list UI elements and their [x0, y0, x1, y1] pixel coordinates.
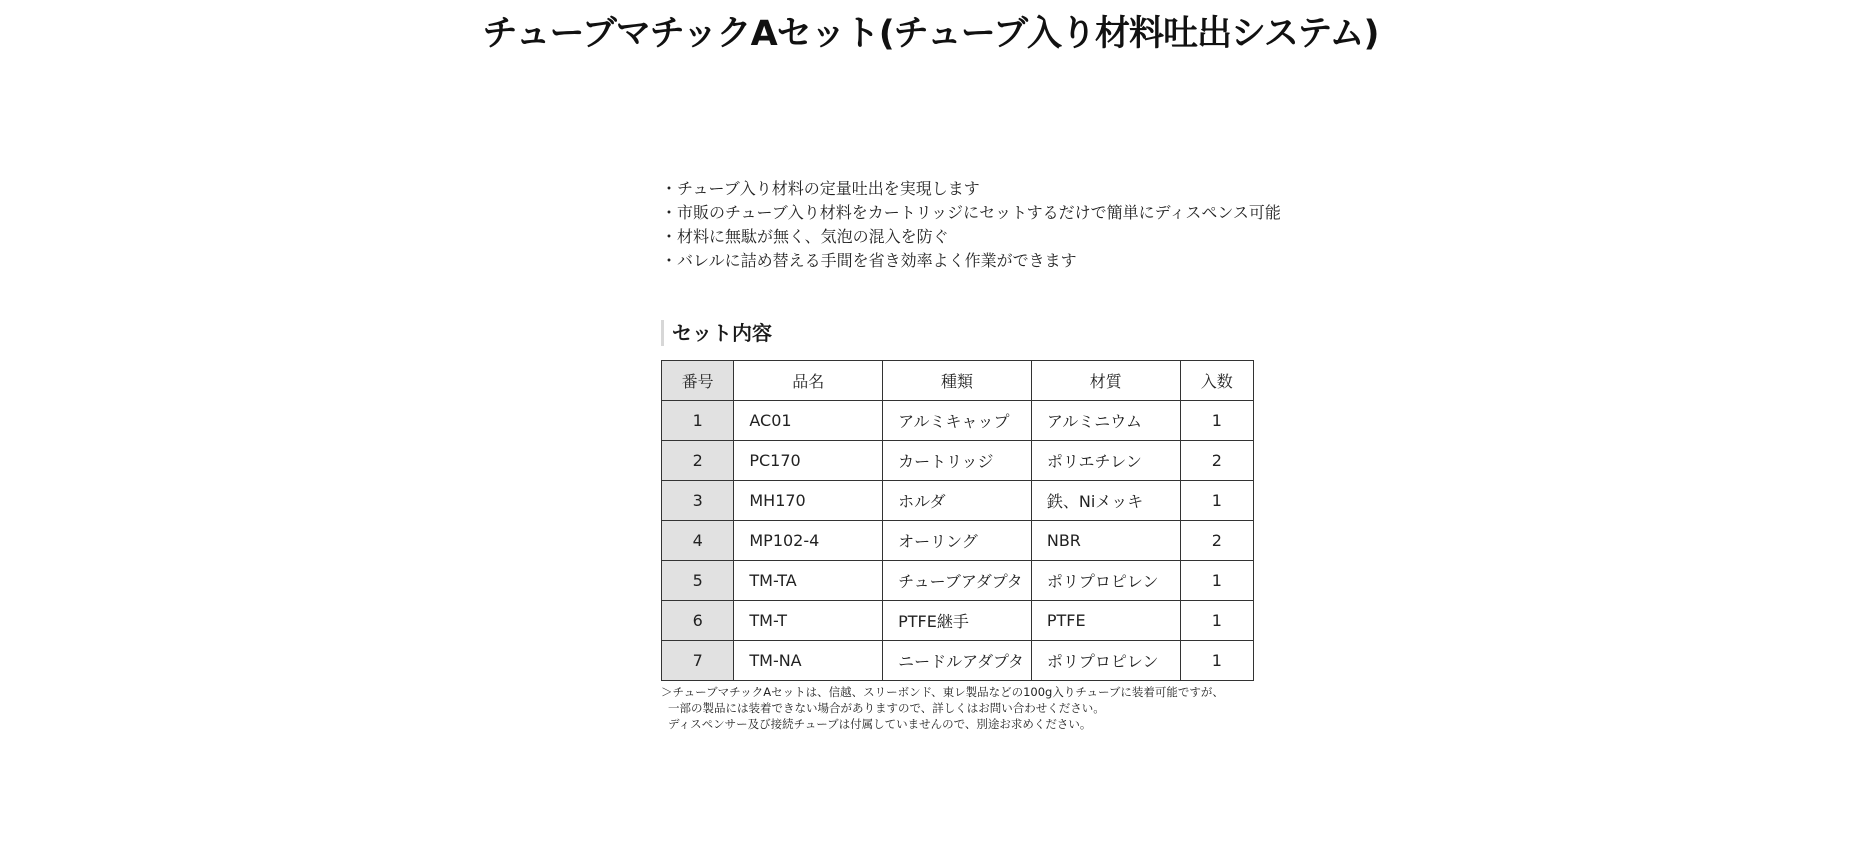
cell-material: ポリプロピレン: [1031, 641, 1180, 681]
table-row: [662, 561, 1254, 601]
cell-product-name: MP102-4: [734, 521, 883, 561]
cell-quantity: 1: [1180, 601, 1253, 641]
cell-material: ポリプロピレン: [1031, 561, 1180, 601]
column-header-quantity: 入数: [1180, 361, 1253, 401]
cell-quantity: 1: [1180, 561, 1253, 601]
cell-type: アルミキャップ: [883, 401, 1032, 441]
cell-number: 5: [662, 561, 734, 601]
cell-material: 鉄、Niメッキ: [1031, 481, 1180, 521]
set-contents-table: [661, 360, 1254, 681]
cell-type: ホルダ: [883, 481, 1032, 521]
cell-number: 4: [662, 521, 734, 561]
cell-type: カートリッジ: [883, 441, 1032, 481]
notes-list: [661, 684, 1224, 732]
table-row: [662, 521, 1254, 561]
page-title: チューブマチックAセット(チューブ入り材料吐出システム): [482, 14, 1379, 54]
table-row: [662, 481, 1254, 521]
column-header-material: 材質: [1031, 361, 1180, 401]
column-header-number: 番号: [662, 361, 734, 401]
feature-item: ・バレルに詰め替える手間を省き効率よく作業ができます: [661, 251, 1077, 270]
table-row: [662, 601, 1254, 641]
cell-number: 2: [662, 441, 734, 481]
cell-material: ポリエチレン: [1031, 441, 1180, 481]
cell-product-name: TM-T: [734, 601, 883, 641]
cell-product-name: AC01: [734, 401, 883, 441]
column-header-name: 品名: [734, 361, 883, 401]
note-item: ディスペンサー及び接続チューブは付属していませんので、別途お求めください。: [668, 717, 1092, 731]
table-row: [662, 641, 1254, 681]
note-item: 一部の製品には装着できない場合がありますので、詳しくはお問い合わせください。: [668, 701, 1105, 715]
feature-item: ・チューブ入り材料の定量吐出を実現します: [661, 179, 980, 198]
cell-product-name: TM-NA: [734, 641, 883, 681]
table-row: [662, 441, 1254, 481]
cell-material: PTFE: [1031, 601, 1180, 641]
cell-quantity: 2: [1180, 521, 1253, 561]
cell-material: アルミニウム: [1031, 401, 1180, 441]
column-header-type: 種類: [883, 361, 1032, 401]
cell-number: 1: [662, 401, 734, 441]
cell-number: 6: [662, 601, 734, 641]
cell-type: オーリング: [883, 521, 1032, 561]
cell-quantity: 1: [1180, 401, 1253, 441]
cell-product-name: MH170: [734, 481, 883, 521]
cell-material: NBR: [1031, 521, 1180, 561]
cell-type: ニードルアダプタ: [883, 641, 1032, 681]
cell-number: 3: [662, 481, 734, 521]
cell-product-name: TM-TA: [734, 561, 883, 601]
table-row: [662, 401, 1254, 441]
feature-item: ・材料に無駄が無く、気泡の混入を防ぐ: [661, 227, 949, 246]
note-item: ＞チューブマチックAセットは、信越、スリーボンド、東レ製品などの100g入りチューブに装着可能ですが、: [661, 685, 1224, 699]
cell-quantity: 1: [1180, 481, 1253, 521]
feature-item: ・市販のチューブ入り材料をカートリッジにセットするだけで簡単にディスペンス可能: [661, 203, 1281, 222]
table-header-row: [662, 361, 1254, 401]
feature-list: [661, 177, 1281, 273]
cell-number: 7: [662, 641, 734, 681]
cell-quantity: 2: [1180, 441, 1253, 481]
cell-quantity: 1: [1180, 641, 1253, 681]
section-heading-set-contents: セット内容: [661, 320, 772, 346]
cell-type: チューブアダプタ: [883, 561, 1032, 601]
cell-product-name: PC170: [734, 441, 883, 481]
cell-type: PTFE継手: [883, 601, 1032, 641]
